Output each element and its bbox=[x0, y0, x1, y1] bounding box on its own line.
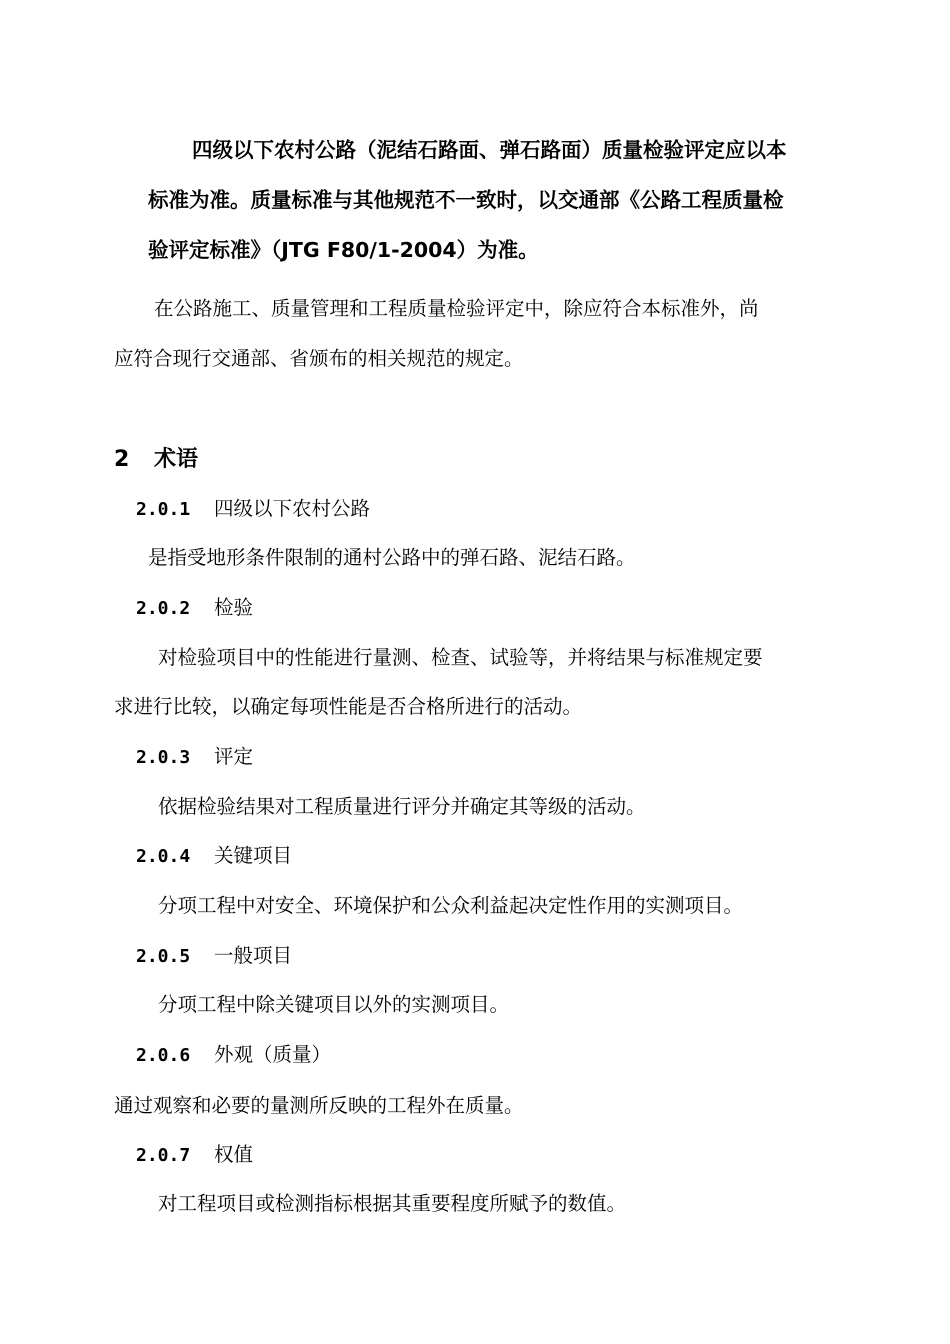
section-number: 2 bbox=[114, 447, 130, 472]
term-heading-2-0-4 bbox=[136, 846, 292, 866]
term-heading-2-0-5 bbox=[136, 946, 292, 966]
section-title: 术语 bbox=[154, 447, 199, 472]
term-definition-2-0-6: 通过观察和必要的量测所反映的工程外在质量。 bbox=[114, 1094, 524, 1117]
term-heading-2-0-7 bbox=[136, 1145, 253, 1165]
term-name: 评定 bbox=[214, 745, 254, 768]
term-heading-2-0-6 bbox=[136, 1045, 331, 1065]
term-definition-2-0-7: 对工程项目或检测指标根据其重要程度所赋予的数值。 bbox=[158, 1192, 627, 1215]
term-heading-2-0-1 bbox=[136, 499, 370, 519]
term-number: 2.0.3 bbox=[136, 747, 191, 768]
term-definition-2-0-1: 是指受地形条件限制的通村公路中的弹石路、泥结石路。 bbox=[148, 546, 636, 569]
term-definition-2-0-4: 分项工程中对安全、环境保护和公众利益起决定性作用的实测项目。 bbox=[158, 894, 744, 917]
intro-line-2: 应符合现行交通部、省颁布的相关规范的规定。 bbox=[114, 347, 524, 370]
term-number: 2.0.2 bbox=[136, 598, 191, 619]
section-heading bbox=[114, 449, 198, 471]
intro-line-1: 在公路施工、质量管理和工程质量检验评定中，除应符合本标准外，尚 bbox=[154, 297, 759, 320]
term-name: 关键项目 bbox=[214, 844, 293, 867]
term-number: 2.0.7 bbox=[136, 1145, 191, 1166]
intro-bold-line-2: 标准为准。质量标准与其他规范不一致时，以交通部《公路工程质量检 bbox=[148, 188, 784, 212]
term-number: 2.0.5 bbox=[136, 946, 191, 967]
term-name: 检验 bbox=[214, 596, 254, 619]
term-number: 2.0.1 bbox=[136, 499, 191, 520]
term-definition-2-0-2-line-2: 求进行比较，以确定每项性能是否合格所进行的活动。 bbox=[114, 695, 583, 718]
term-name: 四级以下农村公路 bbox=[214, 497, 371, 520]
term-number: 2.0.4 bbox=[136, 846, 191, 867]
term-definition-2-0-5: 分项工程中除关键项目以外的实测项目。 bbox=[158, 993, 510, 1016]
term-heading-2-0-3 bbox=[136, 747, 253, 767]
term-number: 2.0.6 bbox=[136, 1045, 191, 1066]
term-name: 权值 bbox=[214, 1143, 254, 1166]
term-name: 一般项目 bbox=[214, 944, 293, 967]
term-definition-2-0-3: 依据检验结果对工程质量进行评分并确定其等级的活动。 bbox=[158, 795, 646, 818]
term-heading-2-0-2 bbox=[136, 598, 253, 618]
intro-bold-line-3: 验评定标准》（JTG F80/1-2004）为准。 bbox=[148, 238, 539, 262]
intro-bold-line-1: 四级以下农村公路（泥结石路面、弹石路面）质量检验评定应以本 bbox=[192, 138, 787, 162]
term-name: 外观（质量） bbox=[214, 1043, 332, 1066]
term-definition-2-0-2-line-1: 对检验项目中的性能进行量测、检查、试验等，并将结果与标准规定要 bbox=[158, 646, 763, 669]
